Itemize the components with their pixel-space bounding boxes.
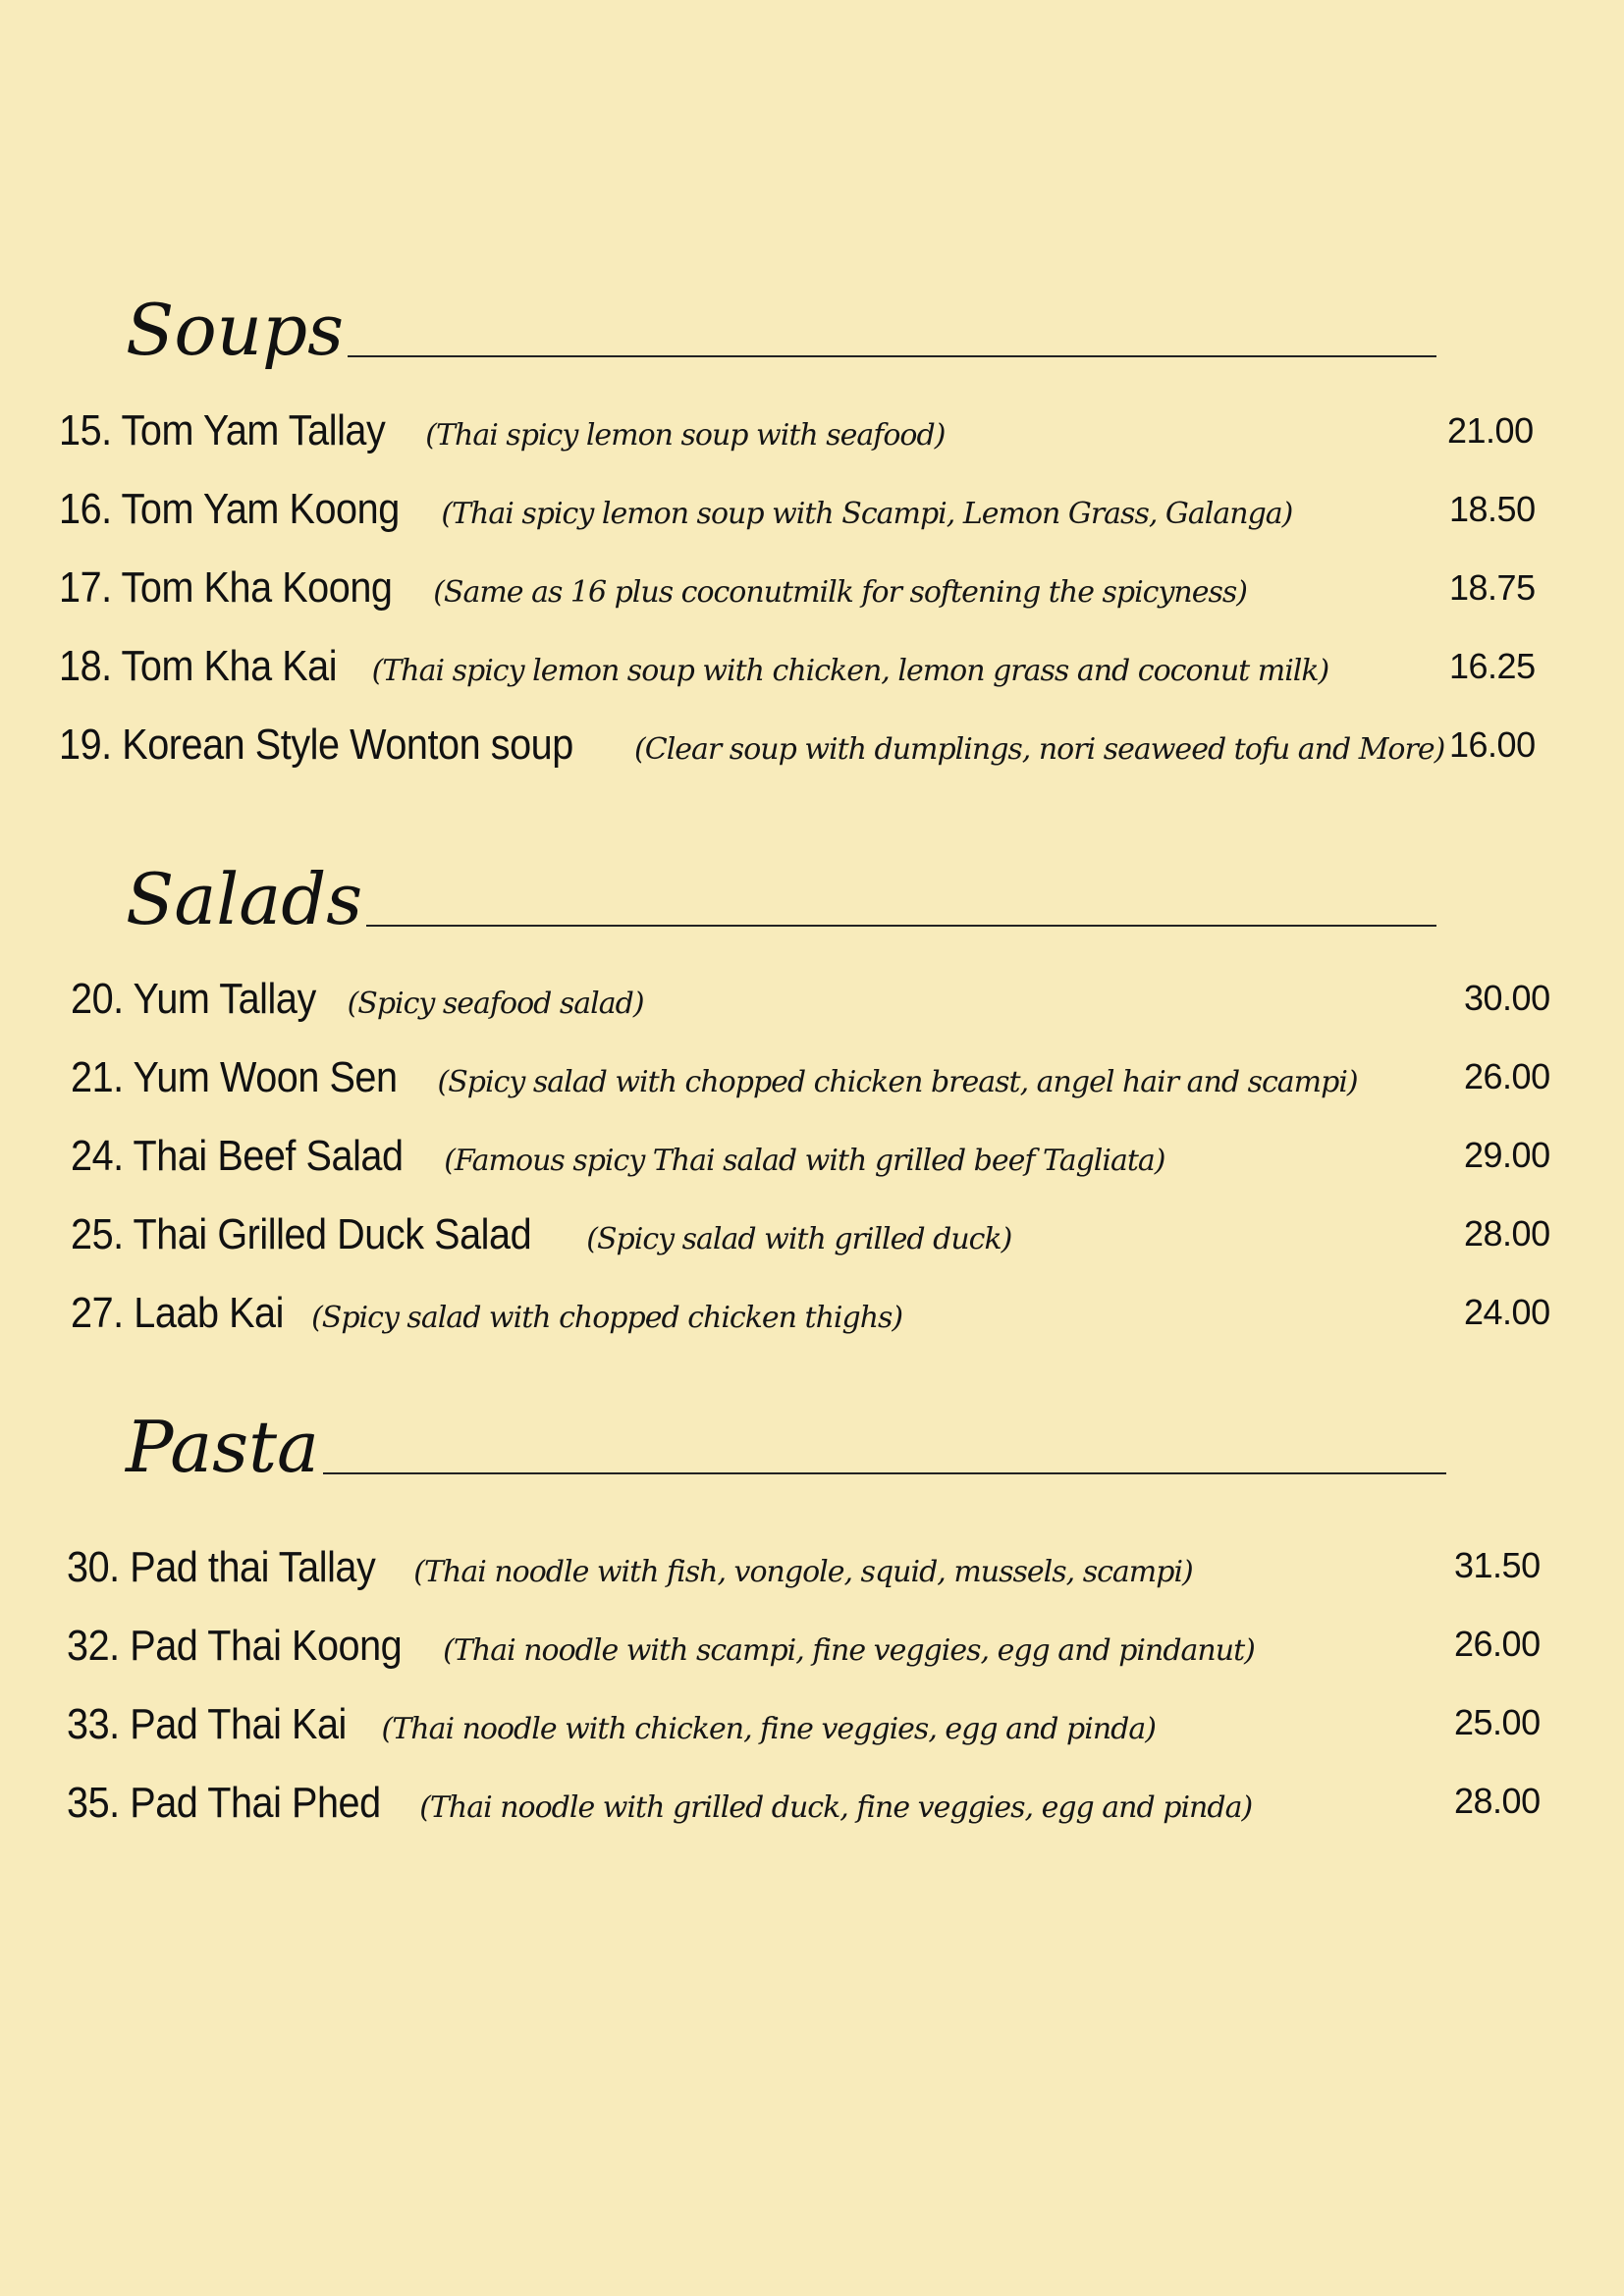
- menu-item: [67, 1543, 1193, 1602]
- menu-item: [71, 975, 644, 1034]
- item-description: (Thai spicy lemon soup with Scampi, Lemon Grass, Galanga): [441, 497, 1293, 531]
- item-name: 17. Tom Kha Koong: [59, 563, 393, 612]
- section-title-text: Salads: [126, 858, 363, 940]
- item-price: 21.00: [1447, 410, 1534, 451]
- section-title-text: Pasta: [126, 1406, 319, 1488]
- item-price: 18.50: [1449, 489, 1536, 529]
- item-description: (Famous spicy Thai salad with grilled beef Tagliata): [444, 1144, 1165, 1178]
- item-description: (Spicy seafood salad): [347, 987, 644, 1021]
- section-divider: [348, 355, 1436, 357]
- item-price: 16.00: [1449, 724, 1536, 765]
- menu-item: [71, 1210, 1011, 1269]
- menu-item: [67, 1700, 1156, 1759]
- section-title-soups: [126, 289, 1436, 371]
- section-divider: [366, 925, 1436, 927]
- item-name: 33. Pad Thai Kai: [67, 1700, 347, 1748]
- item-price: 28.00: [1454, 1781, 1541, 1821]
- item-price: 26.00: [1454, 1624, 1541, 1664]
- menu-item: [59, 406, 945, 465]
- item-price: 29.00: [1464, 1135, 1550, 1175]
- item-name: 21. Yum Woon Sen: [71, 1053, 398, 1101]
- item-price: 16.25: [1449, 646, 1536, 686]
- item-description: (Thai spicy lemon soup with chicken, lemon grass and coconut milk): [371, 654, 1329, 688]
- item-description: (Thai noodle with chicken, fine veggies, egg and pinda): [381, 1712, 1156, 1746]
- menu-item: [71, 1289, 902, 1348]
- section-title-salads: [126, 858, 1436, 940]
- item-name: 32. Pad Thai Koong: [67, 1622, 403, 1670]
- item-price: 25.00: [1454, 1702, 1541, 1742]
- item-name: 27. Laab Kai: [71, 1289, 284, 1337]
- item-price: 28.00: [1464, 1213, 1550, 1254]
- item-price: 18.75: [1449, 567, 1536, 608]
- item-description: (Thai noodle with fish, vongole, squid, mussels, scampi): [413, 1555, 1193, 1589]
- item-price: 30.00: [1464, 978, 1550, 1018]
- item-name: 20. Yum Tallay: [71, 975, 316, 1023]
- item-description: (Clear soup with dumplings, nori seaweed tofu and More): [634, 732, 1445, 767]
- item-price: 24.00: [1464, 1292, 1550, 1332]
- item-price: 26.00: [1464, 1056, 1550, 1096]
- item-name: 25. Thai Grilled Duck Salad: [71, 1210, 532, 1258]
- section-title-text: Soups: [126, 289, 345, 371]
- item-name: 15. Tom Yam Tallay: [59, 406, 386, 454]
- menu-item: [67, 1779, 1252, 1838]
- item-name: 19. Korean Style Wonton soup: [59, 721, 573, 769]
- item-name: 35. Pad Thai Phed: [67, 1779, 381, 1827]
- item-description: (Spicy salad with chopped chicken thighs): [311, 1301, 903, 1335]
- menu-item: [59, 485, 1292, 544]
- item-description: (Spicy salad with grilled duck): [586, 1222, 1012, 1256]
- item-description: (Thai noodle with grilled duck, fine veggies, egg and pinda): [419, 1790, 1253, 1825]
- menu-item: [59, 563, 1247, 622]
- section-divider: [323, 1472, 1446, 1474]
- item-description: (Spicy salad with chopped chicken breast, angel hair and scampi): [437, 1065, 1358, 1099]
- item-description: (Thai noodle with scampi, fine veggies, egg and pindanut): [443, 1633, 1255, 1668]
- menu-item: [59, 721, 1444, 779]
- item-price: 31.50: [1454, 1545, 1541, 1585]
- section-title-pasta: [126, 1406, 1446, 1488]
- item-name: 24. Thai Beef Salad: [71, 1132, 404, 1180]
- menu-item: [71, 1053, 1358, 1112]
- menu-item: [67, 1622, 1255, 1681]
- item-name: 16. Tom Yam Koong: [59, 485, 400, 533]
- item-name: 30. Pad thai Tallay: [67, 1543, 376, 1591]
- item-name: 18. Tom Kha Kai: [59, 642, 338, 690]
- menu-item: [59, 642, 1328, 701]
- item-description: (Same as 16 plus coconutmilk for softening the spicyness): [433, 575, 1247, 610]
- menu-item: [71, 1132, 1165, 1191]
- item-description: (Thai spicy lemon soup with seafood): [425, 418, 946, 453]
